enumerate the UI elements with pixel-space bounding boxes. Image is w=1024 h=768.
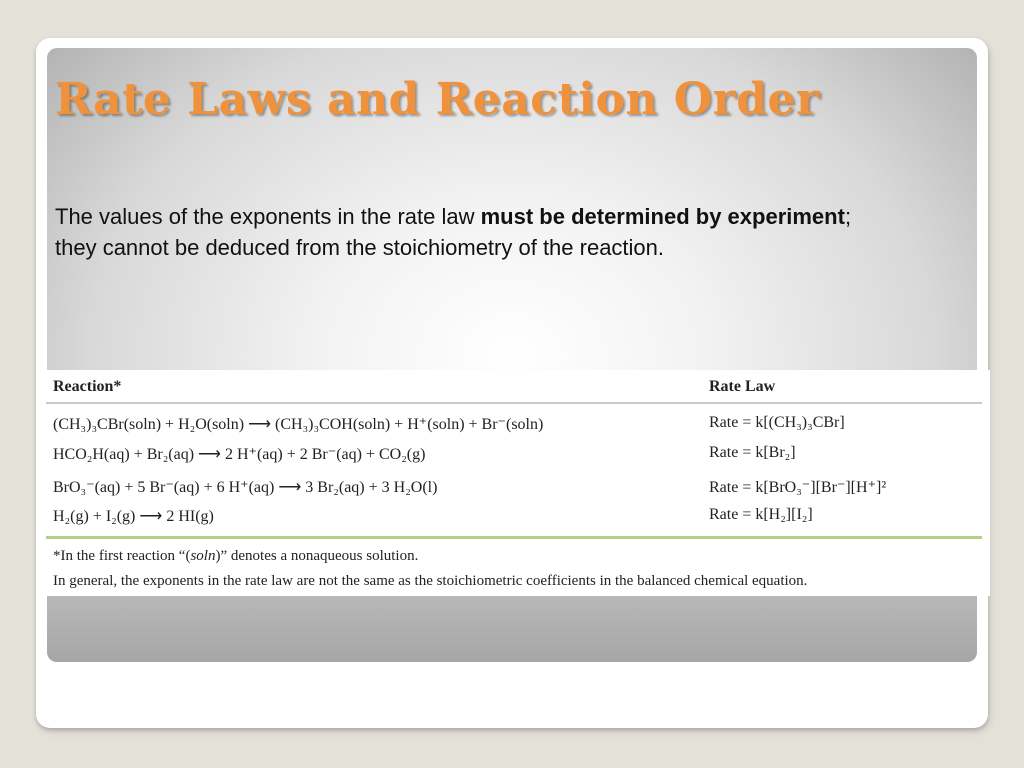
- body-text-part2: ; they cannot be deduced from the stoichiometry of the reaction.: [55, 204, 852, 260]
- footnote-general: In general, the exponents in the rate law are not the same as the stoichiometric coefficients in the balanced chemical equation.: [53, 573, 808, 589]
- table-footer-divider: [46, 536, 982, 539]
- header-reaction: Reaction*: [53, 378, 122, 395]
- rate-law-cell: Rate = k[(CH₃)₃CBr]: [709, 414, 845, 431]
- reaction-cell: HCO₂H(aq) + Br₂(aq) ⟶ 2 H⁺(aq) + 2 Br⁻(aq) + CO₂(g): [53, 446, 426, 463]
- slide-body-text: [55, 201, 855, 263]
- body-text-part1: The values of the exponents in the rate law: [55, 204, 481, 229]
- rate-law-cell: Rate = k[Br₂]: [709, 444, 796, 461]
- slide-title: Rate Laws and Reaction Order: [55, 74, 820, 125]
- footnote-soln: [53, 548, 418, 565]
- table-header-divider: [46, 402, 982, 404]
- reaction-cell: H₂(g) + I₂(g) ⟶ 2 HI(g): [53, 508, 214, 525]
- body-text-emphasis: must be determined by experiment: [480, 204, 845, 229]
- table-row: [46, 410, 982, 438]
- reaction-cell: BrO₃⁻(aq) + 5 Br⁻(aq) + 6 H⁺(aq) ⟶ 3 Br₂(aq) + 3 H₂O(l): [53, 479, 438, 496]
- rate-law-cell: Rate = k[BrO₃⁻][Br⁻][H⁺]²: [709, 479, 887, 496]
- slide-bottom-band: [47, 596, 977, 662]
- footnote-soln-c: )” denotes a nonaqueous solution.: [215, 548, 419, 564]
- table-row: [46, 502, 982, 530]
- footnote-soln-b: soln: [190, 548, 216, 564]
- footnote-soln-a: *In the first reaction “(: [53, 548, 191, 564]
- rate-law-table: [46, 370, 990, 596]
- header-rate-law: Rate Law: [709, 378, 776, 395]
- rate-law-cell: Rate = k[H₂][I₂]: [709, 506, 813, 523]
- table-row: [46, 473, 982, 501]
- reaction-cell: (CH₃)₃CBr(soln) + H₂O(soln) ⟶ (CH₃)₃COH(soln) + H⁺(soln) + Br⁻(soln): [53, 416, 544, 433]
- table-row: [46, 440, 982, 468]
